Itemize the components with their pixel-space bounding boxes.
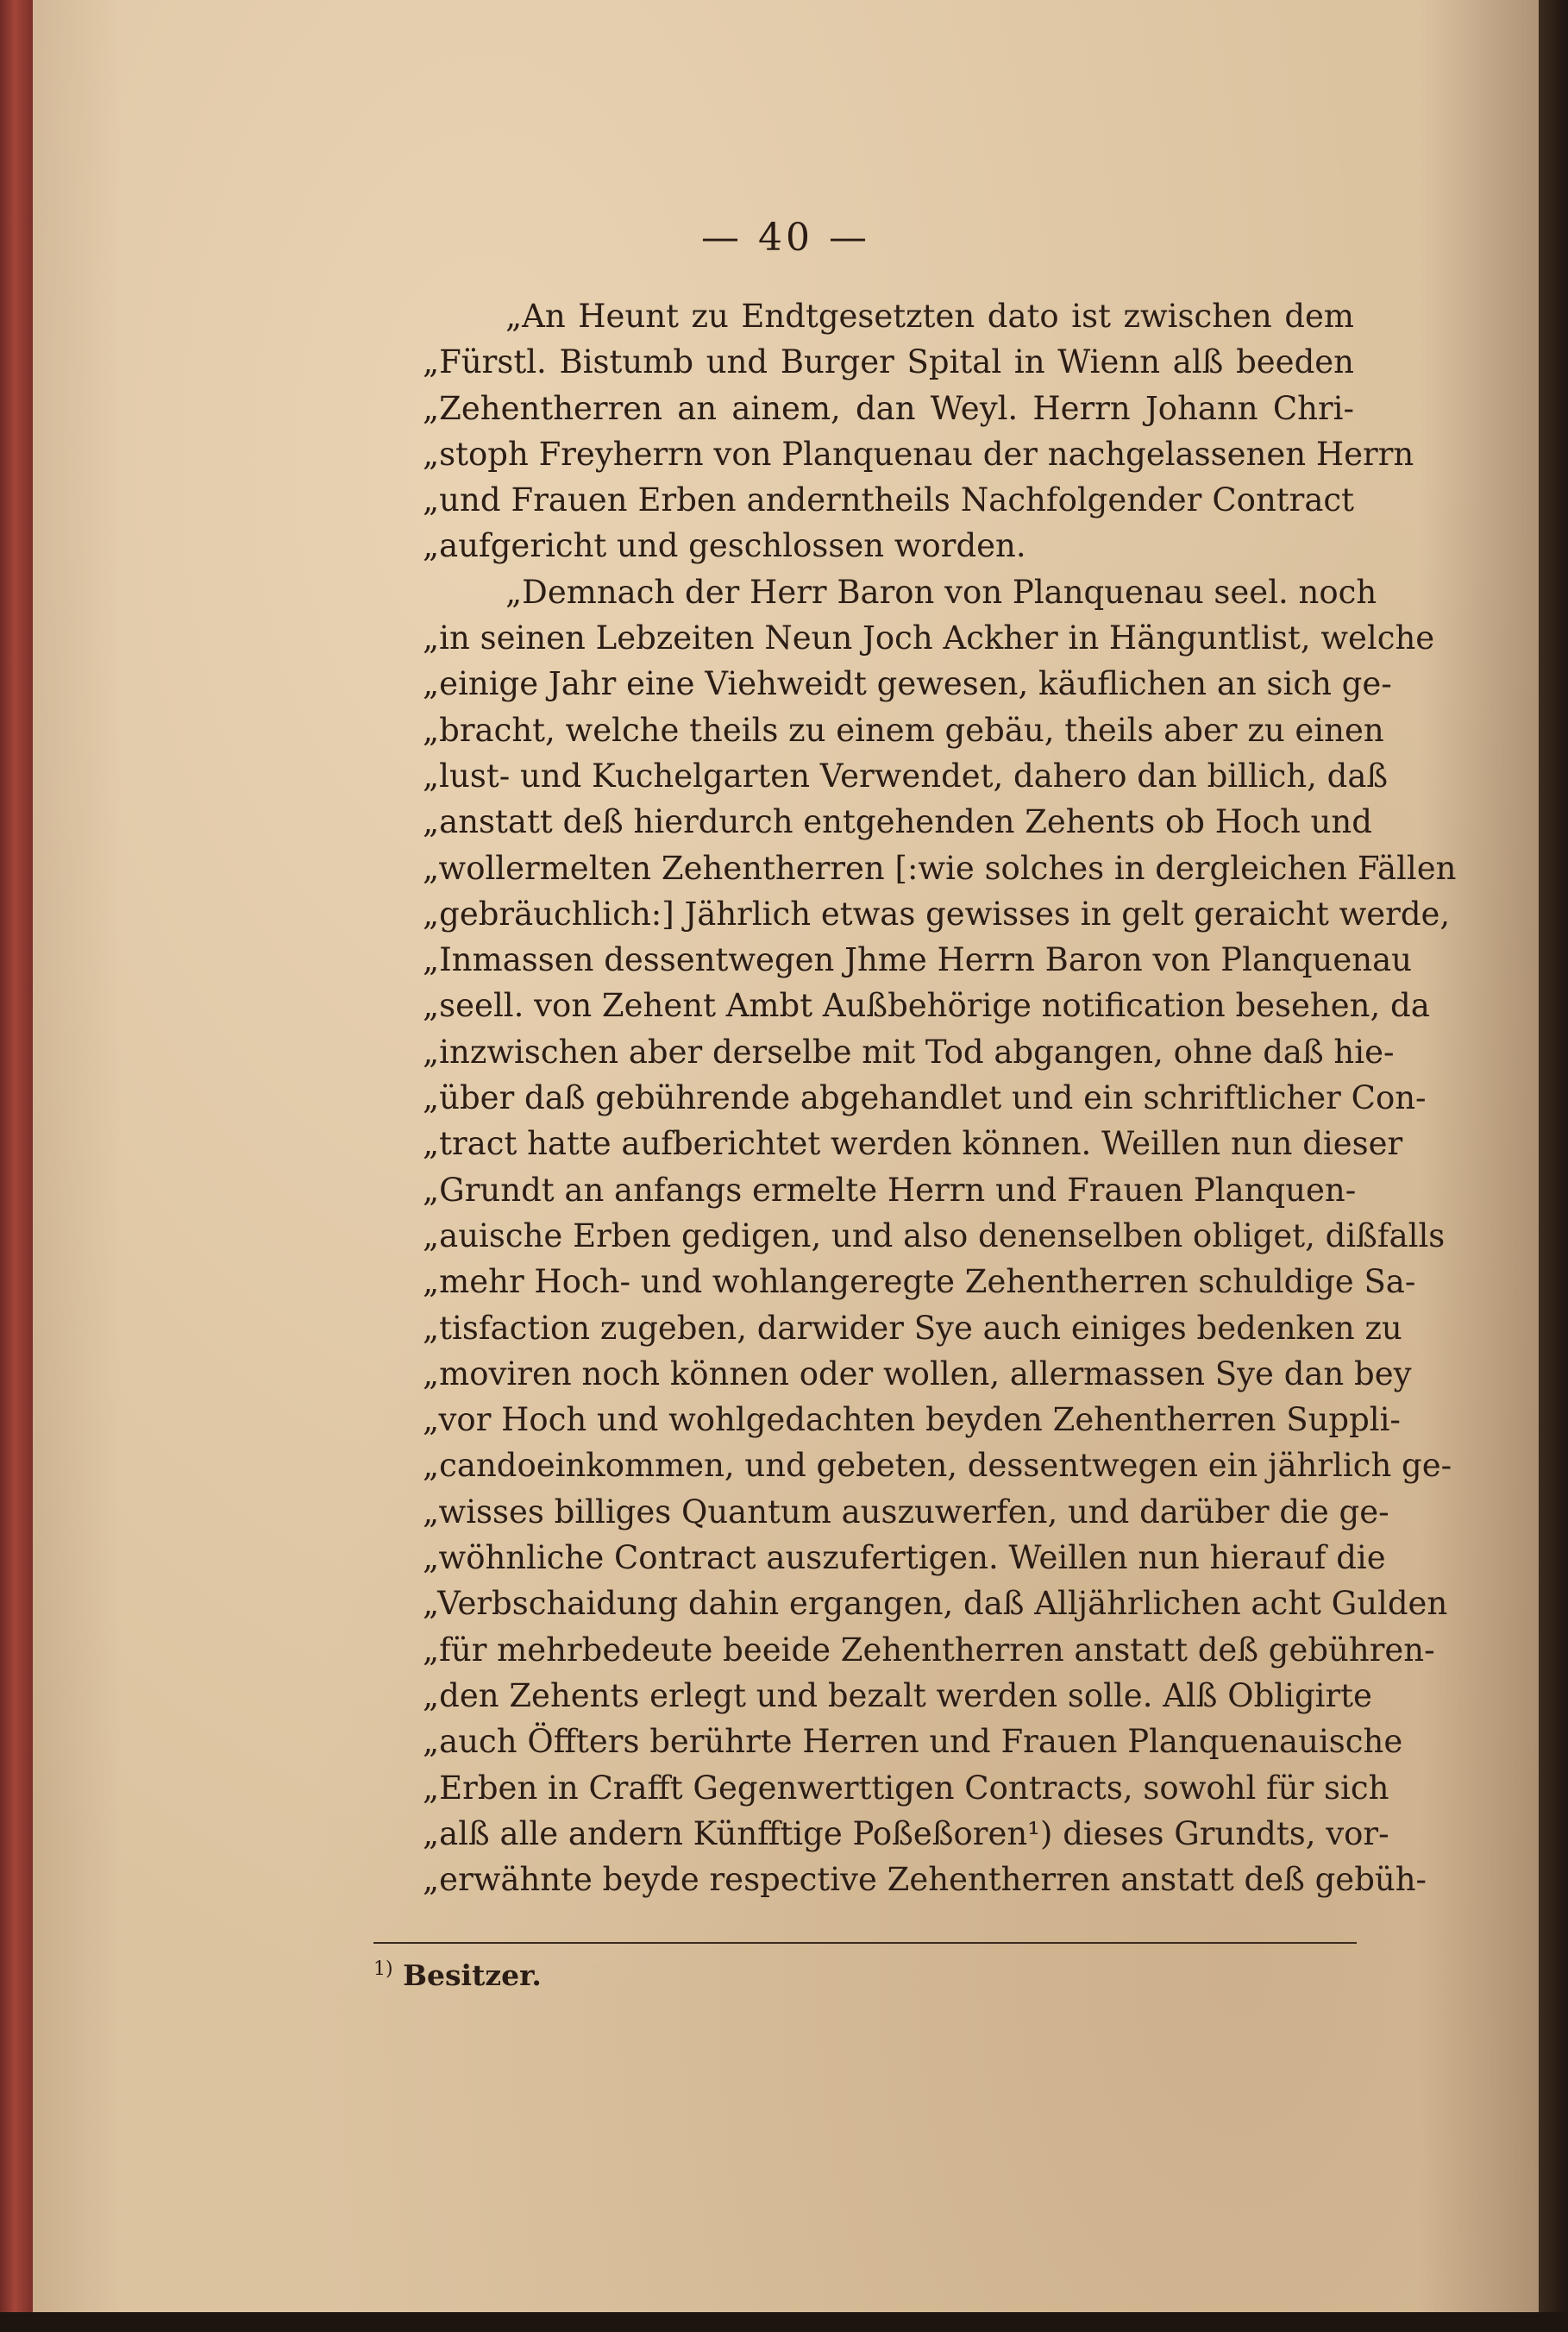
- page-gutter-shadow: [1539, 0, 1568, 2332]
- text-line: „vor Hoch und wohlgedachten beyden Zehentherren Suppli-: [423, 1401, 1401, 1439]
- text-line: „bracht, welche theils zu einem gebäu, theils aber zu einen: [423, 711, 1384, 749]
- text-line: „anstatt deß hierdurch entgehenden Zehents ob Hoch und: [423, 803, 1372, 841]
- text-line: „Grundt an anfangs ermelte Herrn und Frauen Planquen-: [423, 1171, 1357, 1209]
- text-line: „mehr Hoch- und wohlangeregte Zehentherren schuldige Sa-: [423, 1263, 1416, 1301]
- paragraph-1: [423, 293, 1414, 569]
- text-line: „Fürstl. Bistumb und Burger Spital in Wienn alß beeden: [423, 343, 1354, 381]
- text-line: „lust- und Kuchelgarten Verwendet, dahero dan billich, daß: [423, 757, 1389, 795]
- text-line: „tract hatte aufberichtet werden können. Weillen nun dieser: [423, 1125, 1403, 1163]
- text-line: „Inmassen dessentwegen Jhme Herrn Baron von Planquenau: [423, 941, 1412, 979]
- text-line: „wollermelten Zehentherren [:wie solches in dergleichen Fällen: [423, 849, 1457, 887]
- text-line: „An Heunt zu Endtgesetzten dato ist zwischen dem: [505, 298, 1354, 335]
- text-line: „inzwischen aber derselbe mit Tod abgangen, ohne daß hie-: [423, 1033, 1395, 1071]
- footnote: [373, 1958, 542, 1992]
- footnote-marker: 1): [373, 1958, 393, 1980]
- text-line: „Erben in Crafft Gegenwerttigen Contracts, sowohl für sich: [423, 1769, 1389, 1807]
- page-number: — 40 —: [701, 216, 870, 260]
- text-line: „für mehrbedeute beeide Zehentherren anstatt deß gebühren-: [423, 1631, 1435, 1669]
- text-line: „erwähnte beyde respective Zehentherren anstatt deß gebüh-: [423, 1861, 1427, 1899]
- text-line: „wisses billiges Quantum auszuwerfen, und darüber die ge-: [423, 1493, 1389, 1531]
- text-line: „Verbschaidung dahin ergangen, daß Alljährlichen acht Gulden: [423, 1585, 1448, 1623]
- text-line: „auische Erben gedigen, und also denenselben obliget, dißfalls: [423, 1216, 1446, 1254]
- text-line: „gebräuchlich:] Jährlich etwas gewisses in gelt geraicht werde,: [423, 895, 1451, 933]
- text-line: „candoeinkommen, und gebeten, dessentwegen ein jährlich ge-: [423, 1447, 1452, 1485]
- text-line: „wöhnliche Contract auszufertigen. Weillen nun hierauf die: [423, 1539, 1386, 1577]
- text-line: „stoph Freyherrn von Planquenau der nachgelassenen Herrn: [423, 435, 1414, 473]
- text-line: „tisfaction zugeben, darwider Sye auch einiges bedenken zu: [423, 1309, 1402, 1347]
- text-line: „Zehentherren an ainem, dan Weyl. Herrn Johann Chri-: [423, 389, 1354, 427]
- paragraph-2: [423, 569, 1457, 1903]
- body-text: [423, 293, 1457, 1902]
- text-line: „moviren noch können oder wollen, allermassen Sye dan bey: [423, 1355, 1412, 1392]
- text-line: „über daß gebührende abgehandlet und ein schriftlicher Con-: [423, 1079, 1427, 1117]
- text-line: „Demnach der Herr Baron von Planquenau seel. noch: [505, 573, 1377, 611]
- page-bottom-edge: [0, 2312, 1568, 2332]
- book-spine-edge: [0, 0, 33, 2332]
- book-page: [33, 0, 1539, 2312]
- footnote-text: Besitzer.: [403, 1958, 542, 1992]
- footnote-divider: [373, 1942, 1357, 1944]
- text-line: „aufgericht und geschlossen worden.: [423, 527, 1026, 565]
- text-line: „einige Jahr eine Viehweidt gewesen, käuflichen an sich ge-: [423, 665, 1392, 703]
- text-line: „den Zehents erlegt und bezalt werden solle. Alß Obligirte: [423, 1676, 1372, 1714]
- text-line: „und Frauen Erben anderntheils Nachfolgender Contract: [423, 481, 1354, 519]
- text-line: „alß alle andern Künfftige Poßeßoren¹) dieses Grundts, vor-: [423, 1814, 1389, 1852]
- text-line: „seell. von Zehent Ambt Außbehörige notification besehen, da: [423, 987, 1430, 1025]
- text-line: „in seinen Lebzeiten Neun Joch Ackher in Hänguntlist, welche: [423, 619, 1435, 657]
- text-line: „auch Öffters berührte Herren und Frauen Planquenauische: [423, 1723, 1403, 1761]
